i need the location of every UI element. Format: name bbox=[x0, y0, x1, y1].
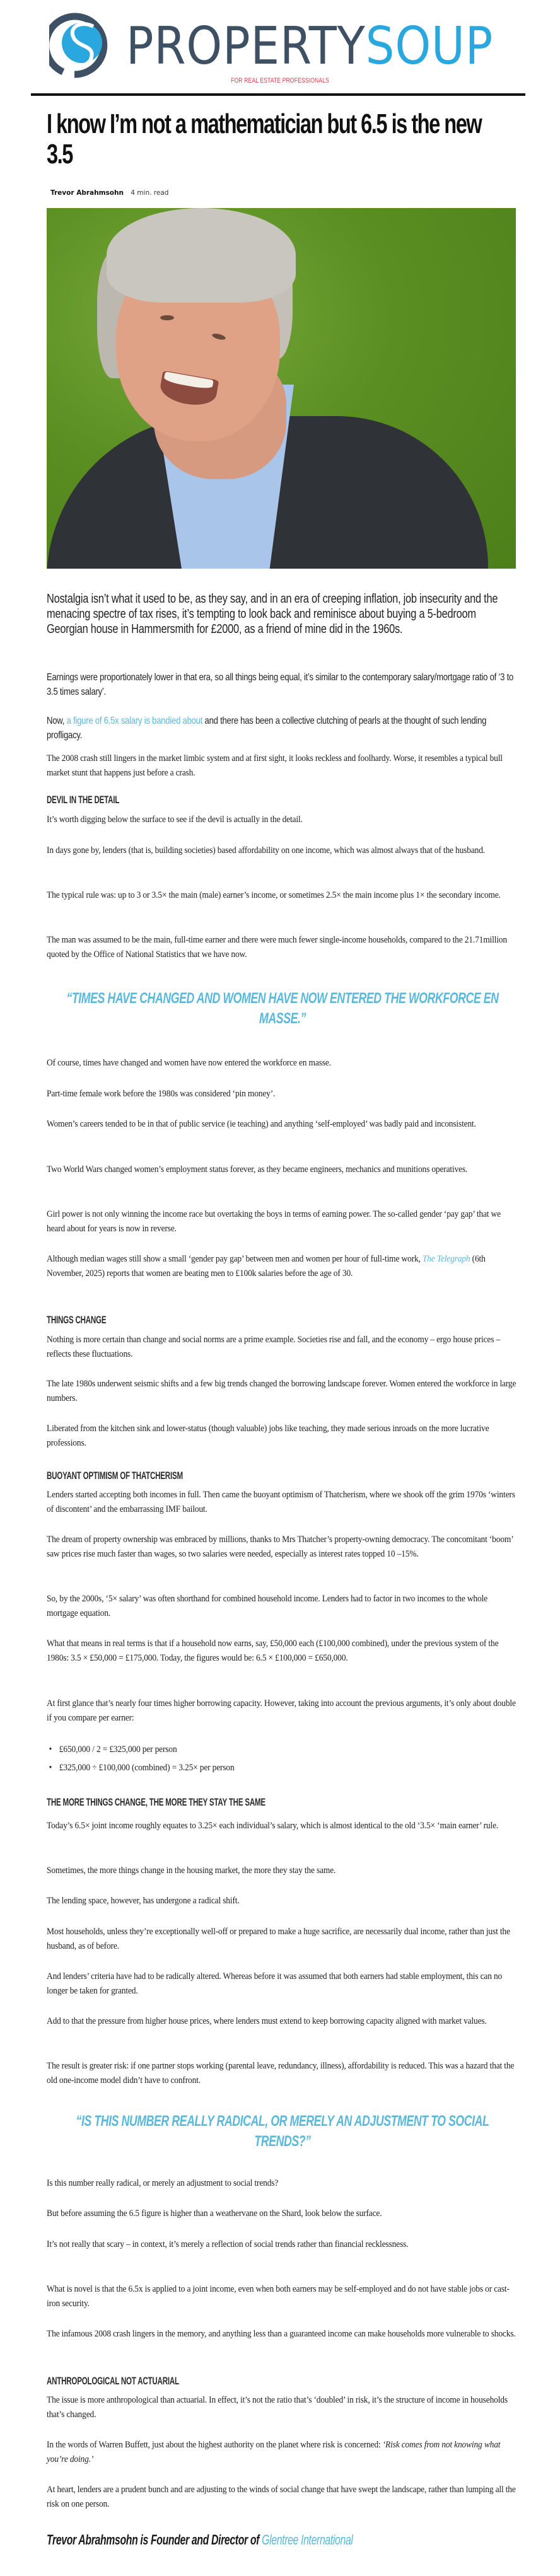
paragraph: It’s not really that scary – in context, it’s merely a reflection of social trends rather than financial recklessness. bbox=[47, 2239, 409, 2249]
paragraph: Girl power is not only winning the income race but overtaking the boys in terms of earning power. The so-called gender ‘pay gap’ that we heard about for years is now in reverse. bbox=[47, 1209, 501, 1234]
section-heading-anthropological: ANTHROPOLOGICAL NOT ACTUARIAL bbox=[47, 2375, 179, 2387]
paragraph: Most households, unless they’re exceptionally well-off or prepared to make a huge sacrifice, are necessarily dual income, rather than just the husband, as of before. bbox=[47, 1927, 510, 1951]
pullquote-2-text: “IS THIS NUMBER REALLY RADICAL, OR MERELY AN ADJUSTMENT TO SOCIAL TRENDS?” bbox=[76, 2113, 489, 2150]
signoff-text: Trevor Abrahmsohn is Founder and Director of bbox=[47, 2532, 262, 2548]
paragraph: The 2008 crash still lingers in the market limbic system and at first sight, it looks reckless and foolhardy. Worse, it resembles a typical bull market stunt that happens just before a crash. bbox=[47, 753, 503, 778]
section-heading-thatcherism: BUOYANT OPTIMISM OF THATCHERISM bbox=[47, 1470, 183, 1482]
paragraph-text: Although median wages still show a small ‘gender pay gap’ between men and women per hour of full-time work, bbox=[47, 1254, 423, 1264]
article-lead: Nostalgia isn’t what it used to be, as they say, and in an era of creeping inflation, job insecurity and the menacing spectre of tax rises, it’s tempting to look back and reminisce about buying a 5-bedroom Georgian house in Hammersmith for £2000, as a friend of mine did in the 1960s. bbox=[47, 592, 498, 636]
byline bbox=[50, 189, 168, 197]
hero-photo bbox=[47, 208, 516, 569]
paragraph: The dream of property ownership was embraced by millions, thanks to Mrs Thatcher’s property-owning democracy. The concomitant ‘boom’ saw prices rise much faster than wages, so two salaries were needed, especially as interest rates topped 10 –15%. bbox=[47, 1535, 513, 1559]
photo-eye-left bbox=[160, 315, 174, 320]
section-heading-things-change: THINGS CHANGE bbox=[47, 1314, 107, 1326]
paragraph: The issue is more anthropological than actuarial. In effect, it’s not the ratio that’s ‘doubled’ in risk, it’s the structure of income in households that’s changed. bbox=[47, 2395, 508, 2420]
paragraph: Liberated from the kitchen sink and lower-status (though valuable) jobs like teaching, they made serious inroads on the more lucrative professions. bbox=[47, 1424, 489, 1448]
paragraph: In days gone by, lenders (that is, building societies) based affordability on one income, which was almost always that of the husband. bbox=[47, 845, 485, 856]
paragraph: Part-time female work before the 1980s was considered ‘pin money’. bbox=[47, 1089, 276, 1099]
standfirst-2-post: and there has been a collective clutching of pearls at the thought of such lending profligacy. bbox=[47, 716, 487, 741]
paragraph: Women’s careers tended to be in that of public service (ie teaching) and anything ‘self-employed’ was badly paid and inconsistent. bbox=[47, 1119, 476, 1129]
logo-wordmark bbox=[126, 16, 494, 76]
paragraph bbox=[47, 2438, 518, 2466]
salary-figure-link[interactable]: a figure of 6.5x salary is bandied about bbox=[66, 716, 203, 726]
logo-word-soup: SOUP bbox=[365, 16, 494, 76]
masthead bbox=[0, 0, 560, 170]
paragraph-text: (6th November, 2025) reports that women are beating men to £100k salaries before the age of 30. bbox=[47, 1254, 486, 1279]
paragraph: Two World Wars changed women’s employment status forever, as they became engineers, mechanics and munitions operatives. bbox=[47, 1164, 468, 1175]
paragraph: The typical rule was: up to 3 or 3.5× the main (male) earner’s income, or sometimes 2.5× the main income plus 1× the secondary income. bbox=[47, 890, 501, 900]
photo-hair bbox=[107, 208, 296, 303]
list-item: • £650,000 / 2 = £325,000 per person bbox=[47, 1743, 518, 1757]
buffett-quote: ‘Risk comes from not knowing what you’re doing.’ bbox=[47, 2440, 501, 2464]
paragraph: And lenders’ criteria have had to be radically altered. Whereas before it was assumed that both earners had stable employment, this can no longer be taken for granted. bbox=[47, 1971, 503, 1996]
pullquote-2 bbox=[47, 2111, 518, 2152]
standfirst-2 bbox=[47, 714, 518, 743]
paragraph: Today’s 6.5× joint income roughly equates to 3.25× each individual’s salary, which is almost identical to the old ‘3.5× ‘main earner’ rule. bbox=[47, 1821, 499, 1831]
paragraph: The infamous 2008 crash lingers in the memory, and anything less than a guaranteed income can make households more vulnerable to shocks. bbox=[47, 2329, 516, 2339]
paragraph: The late 1980s underwent seismic shifts and a few big trends changed the borrowing landscape forever. Women entered the workforce in large numbers. bbox=[47, 1379, 516, 1403]
property-soup-logo-icon bbox=[49, 9, 116, 78]
glentree-link[interactable]: Glentree International bbox=[262, 2532, 353, 2548]
paragraph: But before assuming the 6.5 figure is higher than a weathervane on the Shard, look below the surface. bbox=[47, 2208, 382, 2219]
paragraph: The result is greater risk: if one partner stops working (parental leave, redundancy, illness), affordability is reduced. This was a hazard that the old one-income model didn’t have to confront. bbox=[47, 2061, 515, 2086]
author-link[interactable]: Trevor Abrahmsohn bbox=[50, 189, 124, 197]
paragraph: Add to that the pressure from higher house prices, where lenders must extend to keep borrowing capacity aligned with market values. bbox=[47, 2016, 487, 2026]
telegraph-link[interactable]: The Telegraph bbox=[422, 1254, 470, 1264]
paragraph: Of course, times have changed and women have now entered the workforce en masse. bbox=[47, 1058, 331, 1068]
paragraph: Lenders started accepting both incomes in full. Then came the buoyant optimism of Thatcherism, where we shook off the grim 1970s ‘winters of discontent’ and the embarrassing IMF bailout. bbox=[47, 1490, 515, 1514]
paragraph: At heart, lenders are a prudent bunch and are adjusting to the winds of social change that have swept the landscape, rather than lumping all the risk on one person. bbox=[47, 2485, 516, 2509]
paragraph-text: In the words of Warren Buffett, just about the highest authority on the planet where risk is concerned: bbox=[47, 2440, 383, 2450]
section-heading-devil: DEVIL IN THE DETAIL bbox=[47, 794, 120, 806]
paragraph: So, by the 2000s, ‘5× salary’ was often shorthand for combined household income. Lenders had to factor in two incomes to the whole mortgage equation. bbox=[47, 1594, 487, 1618]
article-title: I know I’m not a mathematician but 6.5 is the new 3.5 bbox=[47, 108, 482, 170]
pullquote-1 bbox=[47, 989, 518, 1029]
paragraph: Nothing is more certain than change and social norms are a prime example. Societies rise and fall, and the economy – ergo house prices – reflects these fluctuations. bbox=[47, 1335, 501, 1359]
paragraph: It’s worth digging below the surface to see if the devil is actually in the detail. bbox=[47, 815, 303, 825]
paragraph: Is this number really radical, or merely an adjustment to social trends? bbox=[47, 2178, 279, 2188]
paragraph: What that means in real terms is that if a household now earns, say, £50,000 each (£100,000 combined), under the previous system of the 1980s: 3.5 × £50,000 = £175,000. Today, the figures would be: 6.5 × £100,000 = £650,000. bbox=[47, 1639, 499, 1663]
paragraph: Sometimes, the more things change in the housing market, the more they stay the same. bbox=[47, 1865, 336, 1876]
author-signoff bbox=[47, 2531, 546, 2549]
paragraph bbox=[47, 1252, 518, 1280]
calculation-list bbox=[47, 1743, 518, 1775]
header-divider bbox=[31, 93, 525, 96]
paragraph: The lending space, however, has undergone a radical shift. bbox=[47, 1896, 240, 1906]
standfirst-2-pre: Now, bbox=[47, 716, 67, 726]
read-time: 4 min. read bbox=[131, 189, 169, 197]
site-logo-link[interactable] bbox=[49, 9, 510, 78]
standfirst-1: Earnings were proportionately lower in that era, so all things being equal, it’s similar to the contemporary salary/mortgage ratio of ‘3 to 3.5 times salary’. bbox=[47, 672, 514, 697]
logo-word-property: PROPERTY bbox=[126, 16, 366, 76]
pullquote-1-text: “TIMES HAVE CHANGED AND WOMEN HAVE NOW ENTERED THE WORKFORCE EN MASSE.” bbox=[66, 990, 499, 1027]
list-item: • £325,000 ÷ £100,000 (combined) = 3.25× per person bbox=[47, 1761, 518, 1775]
paragraph: At first glance that’s nearly four times higher borrowing capacity. However, taking into account the previous arguments, it’s only about double if you compare per earner: bbox=[47, 1698, 516, 1723]
paragraph: What is novel is that the 6.5x is applied to a joint income, even when both earners may be self-employed and do not have stable jobs or cast-iron security. bbox=[47, 2284, 510, 2309]
paragraph: The man was assumed to be the main, full-time earner and there were much fewer single-income households, compared to the 21.71million quoted by the Office of National Statistics that we have now. bbox=[47, 935, 507, 960]
site-tagline: FOR REAL ESTATE PROFESSIONALS bbox=[231, 77, 329, 84]
section-heading-stay-the-same: THE MORE THINGS CHANGE, THE MORE THEY STAY THE SAME bbox=[47, 1796, 265, 1808]
